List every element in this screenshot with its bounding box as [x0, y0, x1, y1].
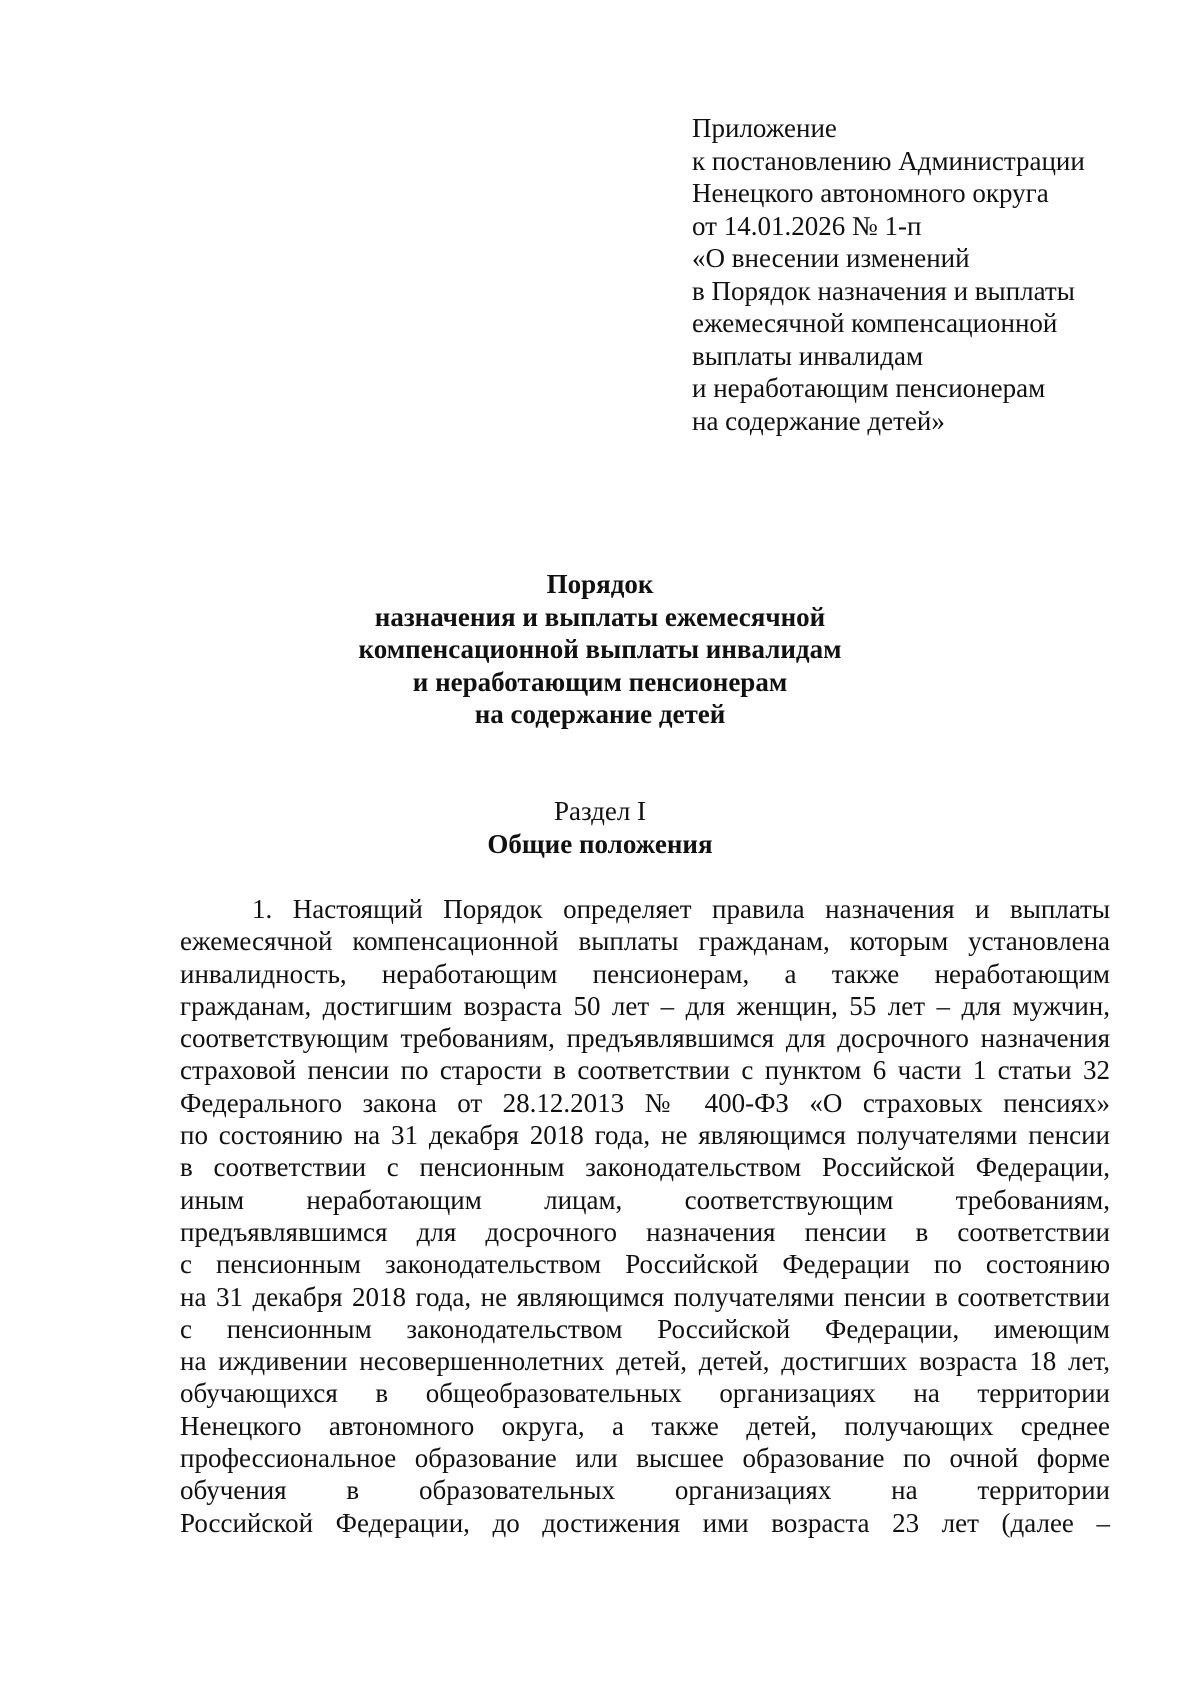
paragraph-line: на иждивении несовершеннолетних детей, детей, достигших возраста 18 лет, [180, 1346, 1110, 1377]
appendix-line: Приложение [692, 113, 837, 143]
paragraph-line: ежемесячной компенсационной выплаты гражданам, которым установлена [180, 926, 1110, 957]
title-line: компенсационной выплаты инвалидам [358, 634, 842, 664]
title-line: и неработающим пенсионерам [412, 666, 788, 697]
appendix-line: Ненецкого автономного округа [692, 178, 1049, 208]
paragraph-line: с пенсионным законодательством Российской Федерации, имеющим [180, 1313, 1110, 1344]
paragraph-line: 1. Настоящий Порядок определяет правила назначения и выплаты [252, 894, 1110, 924]
paragraph-line: предъявлявшимся для досрочного назначения пенсии в соответствии [180, 1216, 1110, 1247]
paragraph-1 [180, 893, 1110, 1539]
paragraph-line: в соответствии с пенсионным законодательством Российской Федерации, [180, 1152, 1110, 1183]
section-number: Раздел I [553, 796, 647, 826]
document-title [0, 568, 1200, 731]
paragraph-line: с пенсионным законодательством Российской Федерации по состоянию [180, 1249, 1110, 1280]
paragraph-line: гражданам, достигшим возраста 50 лет – для женщин, 55 лет – для мужчин, [180, 990, 1110, 1021]
paragraph-line: Российской Федерации, до достижения ими возраста 23 лет (далее – [180, 1507, 1110, 1538]
appendix-line: от 14.01.2026 № 1-п [692, 210, 922, 241]
section-heading: Общие положения [487, 829, 713, 859]
title-line: назначения и выплаты ежемесячной [374, 601, 826, 632]
paragraph-line: обучения в образовательных организациях на территории [180, 1475, 1110, 1506]
appendix-line: ежемесячной компенсационной [692, 308, 1058, 338]
paragraph-line: профессиональное образование или высшее образование по очной форме [180, 1443, 1110, 1474]
paragraph-line: Ненецкого автономного округа, а также детей, получающих среднее [180, 1410, 1110, 1441]
paragraph-line: соответствующим требованиям, предъявлявшимся для досрочного назначения [180, 1023, 1110, 1054]
appendix-line: в Порядок назначения и выплаты [692, 275, 1075, 306]
paragraph-line: инвалидность, неработающим пенсионерам, а также неработающим [180, 958, 1110, 989]
appendix-line: выплаты инвалидам [692, 340, 924, 371]
appendix-line: «О внесении изменений [692, 243, 970, 273]
title-line: Порядок [546, 569, 654, 599]
paragraph-line: Федерального закона от 28.12.2013 № 400-ФЗ «О страховых пенсиях» [180, 1087, 1110, 1118]
title-line: на содержание детей [474, 699, 726, 729]
paragraph-line: страховой пенсии по старости в соответствии с пунктом 6 части 1 статьи 32 [180, 1055, 1110, 1086]
paragraph-line: по состоянию на 31 декабря 2018 года, не являющимся получателями пенсии [180, 1120, 1110, 1151]
paragraph-line: обучающихся в общеобразовательных организациях на территории [180, 1378, 1110, 1409]
paragraph-line: иным неработающим лицам, соответствующим требованиям, [180, 1184, 1110, 1215]
appendix-line: и неработающим пенсионерам [692, 373, 1046, 403]
appendix-line: на содержание детей» [692, 405, 945, 436]
appendix-line: к постановлению Администрации [692, 145, 1085, 176]
appendix-header [692, 112, 1152, 437]
paragraph-line: на 31 декабря 2018 года, не являющимся получателями пенсии в соответствии [180, 1281, 1110, 1312]
